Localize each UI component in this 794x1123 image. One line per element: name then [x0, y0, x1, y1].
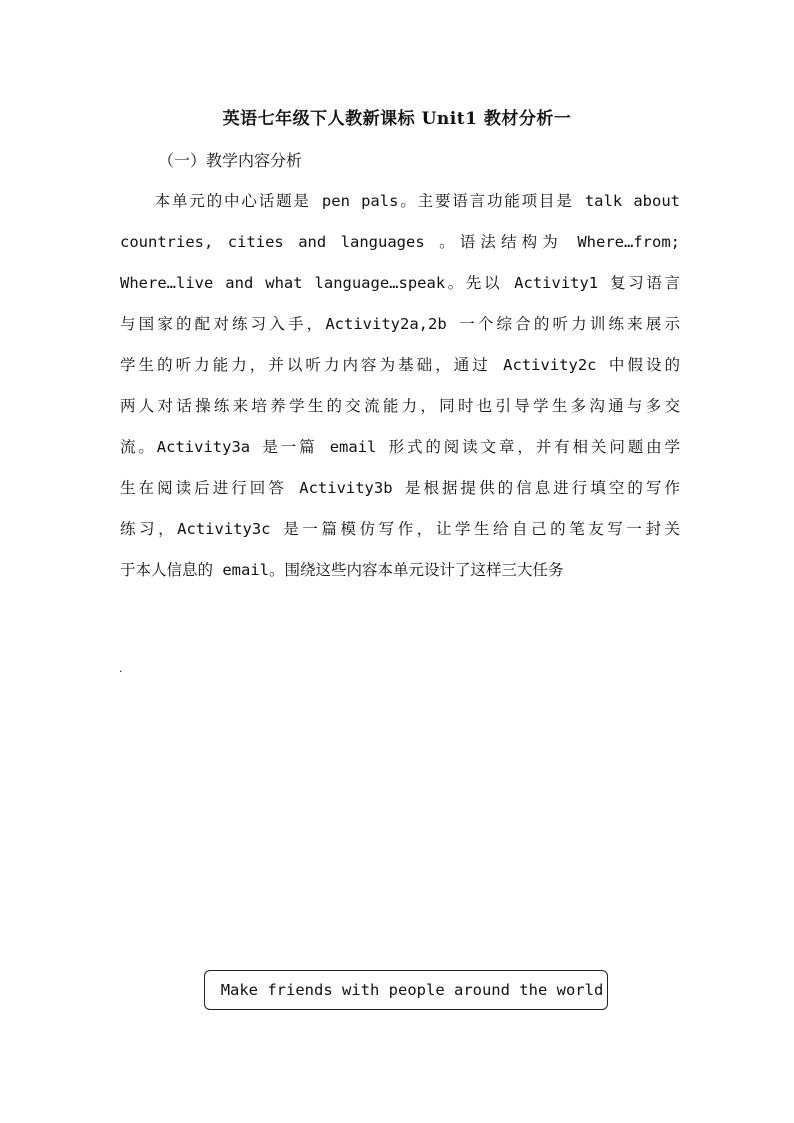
paragraph-line: 生在阅读后进行回答 Activity3b 是根据提供的信息进行填空的写作: [120, 479, 680, 497]
task-box-text: Make friends with people around the world: [220, 981, 604, 999]
task-box: [204, 970, 608, 1010]
document-title: 英语七年级下人教新课标 Unit1 教材分析一: [222, 109, 572, 129]
section-heading: （一）教学内容分析: [158, 151, 303, 170]
paragraph-line: 学生的听力能力，并以听力内容为基础，通过 Activity2c 中假设的: [120, 356, 680, 374]
paragraph-line: 本单元的中心话题是 pen pals。主要语言功能项目是 talk about: [120, 192, 680, 210]
paragraph-line: 与国家的配对练习入手，Activity2a,2b 一个综合的听力训练来展示: [120, 315, 680, 333]
paragraph-line: Where…live and what language…speak。先以 Activity1 复习语言: [120, 274, 680, 292]
paragraph-line: 两人对话操练来培养学生的交流能力，同时也引导学生多沟通与多交: [120, 397, 680, 415]
paragraph-line: 练习，Activity3c 是一篇模仿写作，让学生给自己的笔友写一封关: [120, 520, 680, 538]
paragraph-line: countries, cities and languages 。语法结构为 Where…from;: [120, 233, 680, 251]
stray-mark: .: [119, 661, 123, 675]
paragraph-line: 于本人信息的 email。围绕这些内容本单元设计了这样三大任务: [120, 561, 564, 579]
paragraph-line: 流。Activity3a 是一篇 email 形式的阅读文章，并有相关问题由学: [120, 438, 680, 456]
